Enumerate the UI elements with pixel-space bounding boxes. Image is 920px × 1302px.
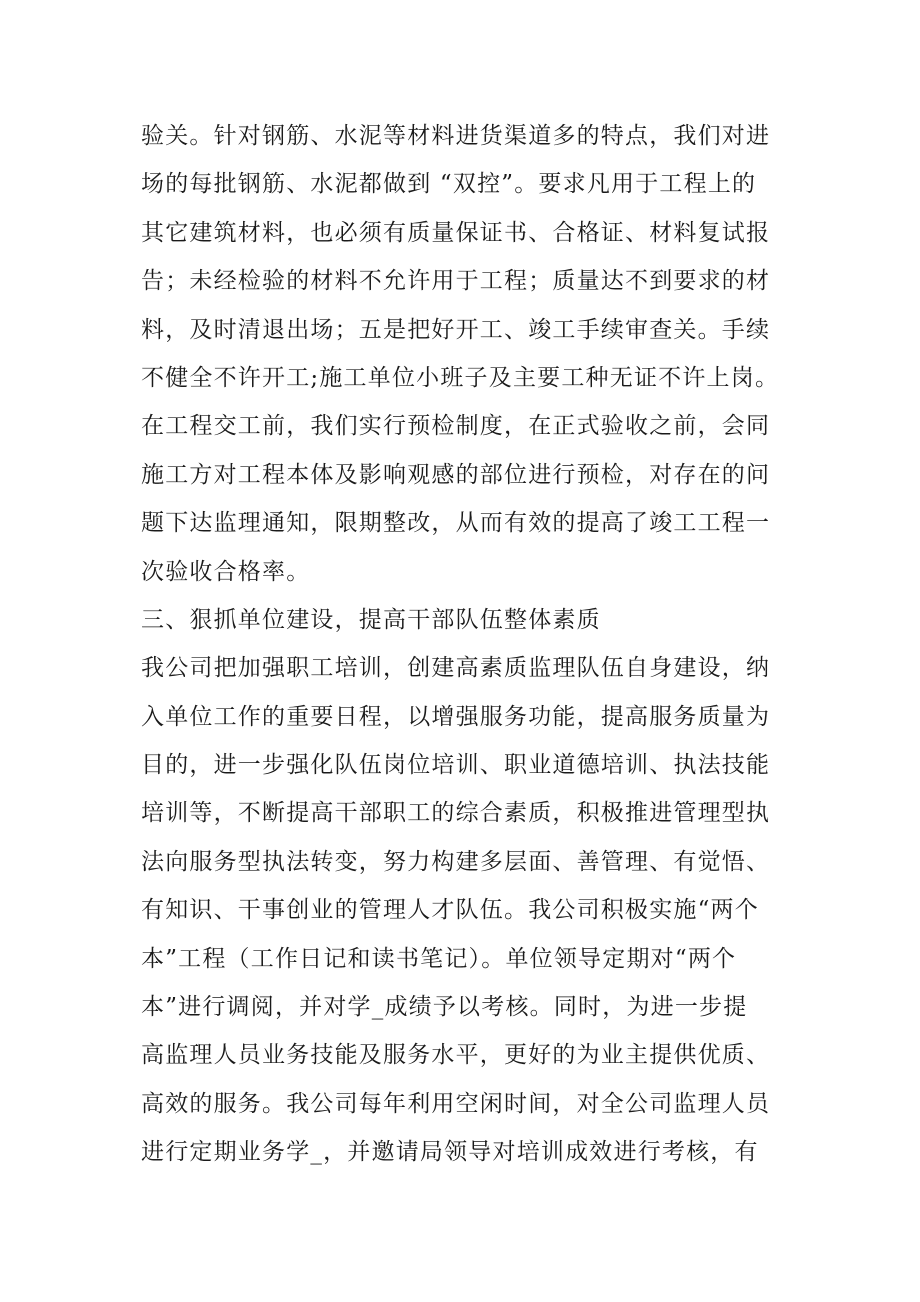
- text-line-19: 本”进行调阅，并对学_成绩予以考核。同时，为进一步提: [141, 994, 748, 1021]
- text-line-8: 施工方对工程本体及影响观感的部位进行预检，对存在的问: [141, 461, 771, 488]
- text-line-10: 次验收合格率。: [141, 558, 311, 585]
- text-line-18: 本”工程（工作日记和读书笔记）。单位领导定期对“两个: [141, 945, 737, 972]
- text-line-5: 料，及时清退出场；五是把好开工、竣工手续审查关。手续: [141, 316, 771, 343]
- text-line-4: 告；未经检验的材料不允许用于工程；质量达不到要求的材: [141, 268, 771, 295]
- text-line-17: 有知识、干事创业的管理人才队伍。我公司积极实施“两个: [141, 897, 759, 924]
- text-line-12: 我公司把加强职工培训，创建高素质监理队伍自身建设，纳: [141, 655, 771, 682]
- text-line-22: 进行定期业务学_，并邀请局领导对培训成效进行考核，有: [141, 1139, 759, 1166]
- text-line-2: 场的每批钢筋、水泥都做到 “双控”。要求凡用于工程上的: [141, 171, 757, 198]
- text-line-7: 在工程交工前，我们实行预检制度，在正式验收之前，会同: [141, 413, 771, 440]
- text-line-15: 培训等，不断提高干部职工的综合素质，积极推进管理型执: [141, 800, 771, 827]
- text-line-3: 其它建筑材料，也必须有质量保证书、合格证、材料复试报: [141, 219, 771, 246]
- document-body: [141, 112, 801, 1177]
- text-line-20: 高监理人员业务技能及服务水平，更好的为业主提供优质、: [141, 1042, 771, 1069]
- text-line-1: 验关。针对钢筋、水泥等材料进货渠道多的特点，我们对进: [141, 123, 771, 149]
- text-line-9: 题下达监理通知，限期整改，从而有效的提高了竣工工程一: [141, 510, 771, 537]
- section-heading: 三、狠抓单位建设，提高干部队伍整体素质: [141, 606, 601, 633]
- text-line-13: 入单位工作的重要日程，以增强服务功能，提高服务质量为: [141, 703, 771, 730]
- text-line-6: 不健全不许开工;施工单位小班子及主要工种无证不许上岗。: [141, 364, 780, 391]
- text-line-16: 法向服务型执法转变，努力构建多层面、善管理、有觉悟、: [141, 848, 771, 875]
- text-line-14: 目的，进一步强化队伍岗位培训、职业道德培训、执法技能: [141, 752, 771, 779]
- text-line-21: 高效的服务。我公司每年利用空闲时间，对全公司监理人员: [141, 1090, 771, 1117]
